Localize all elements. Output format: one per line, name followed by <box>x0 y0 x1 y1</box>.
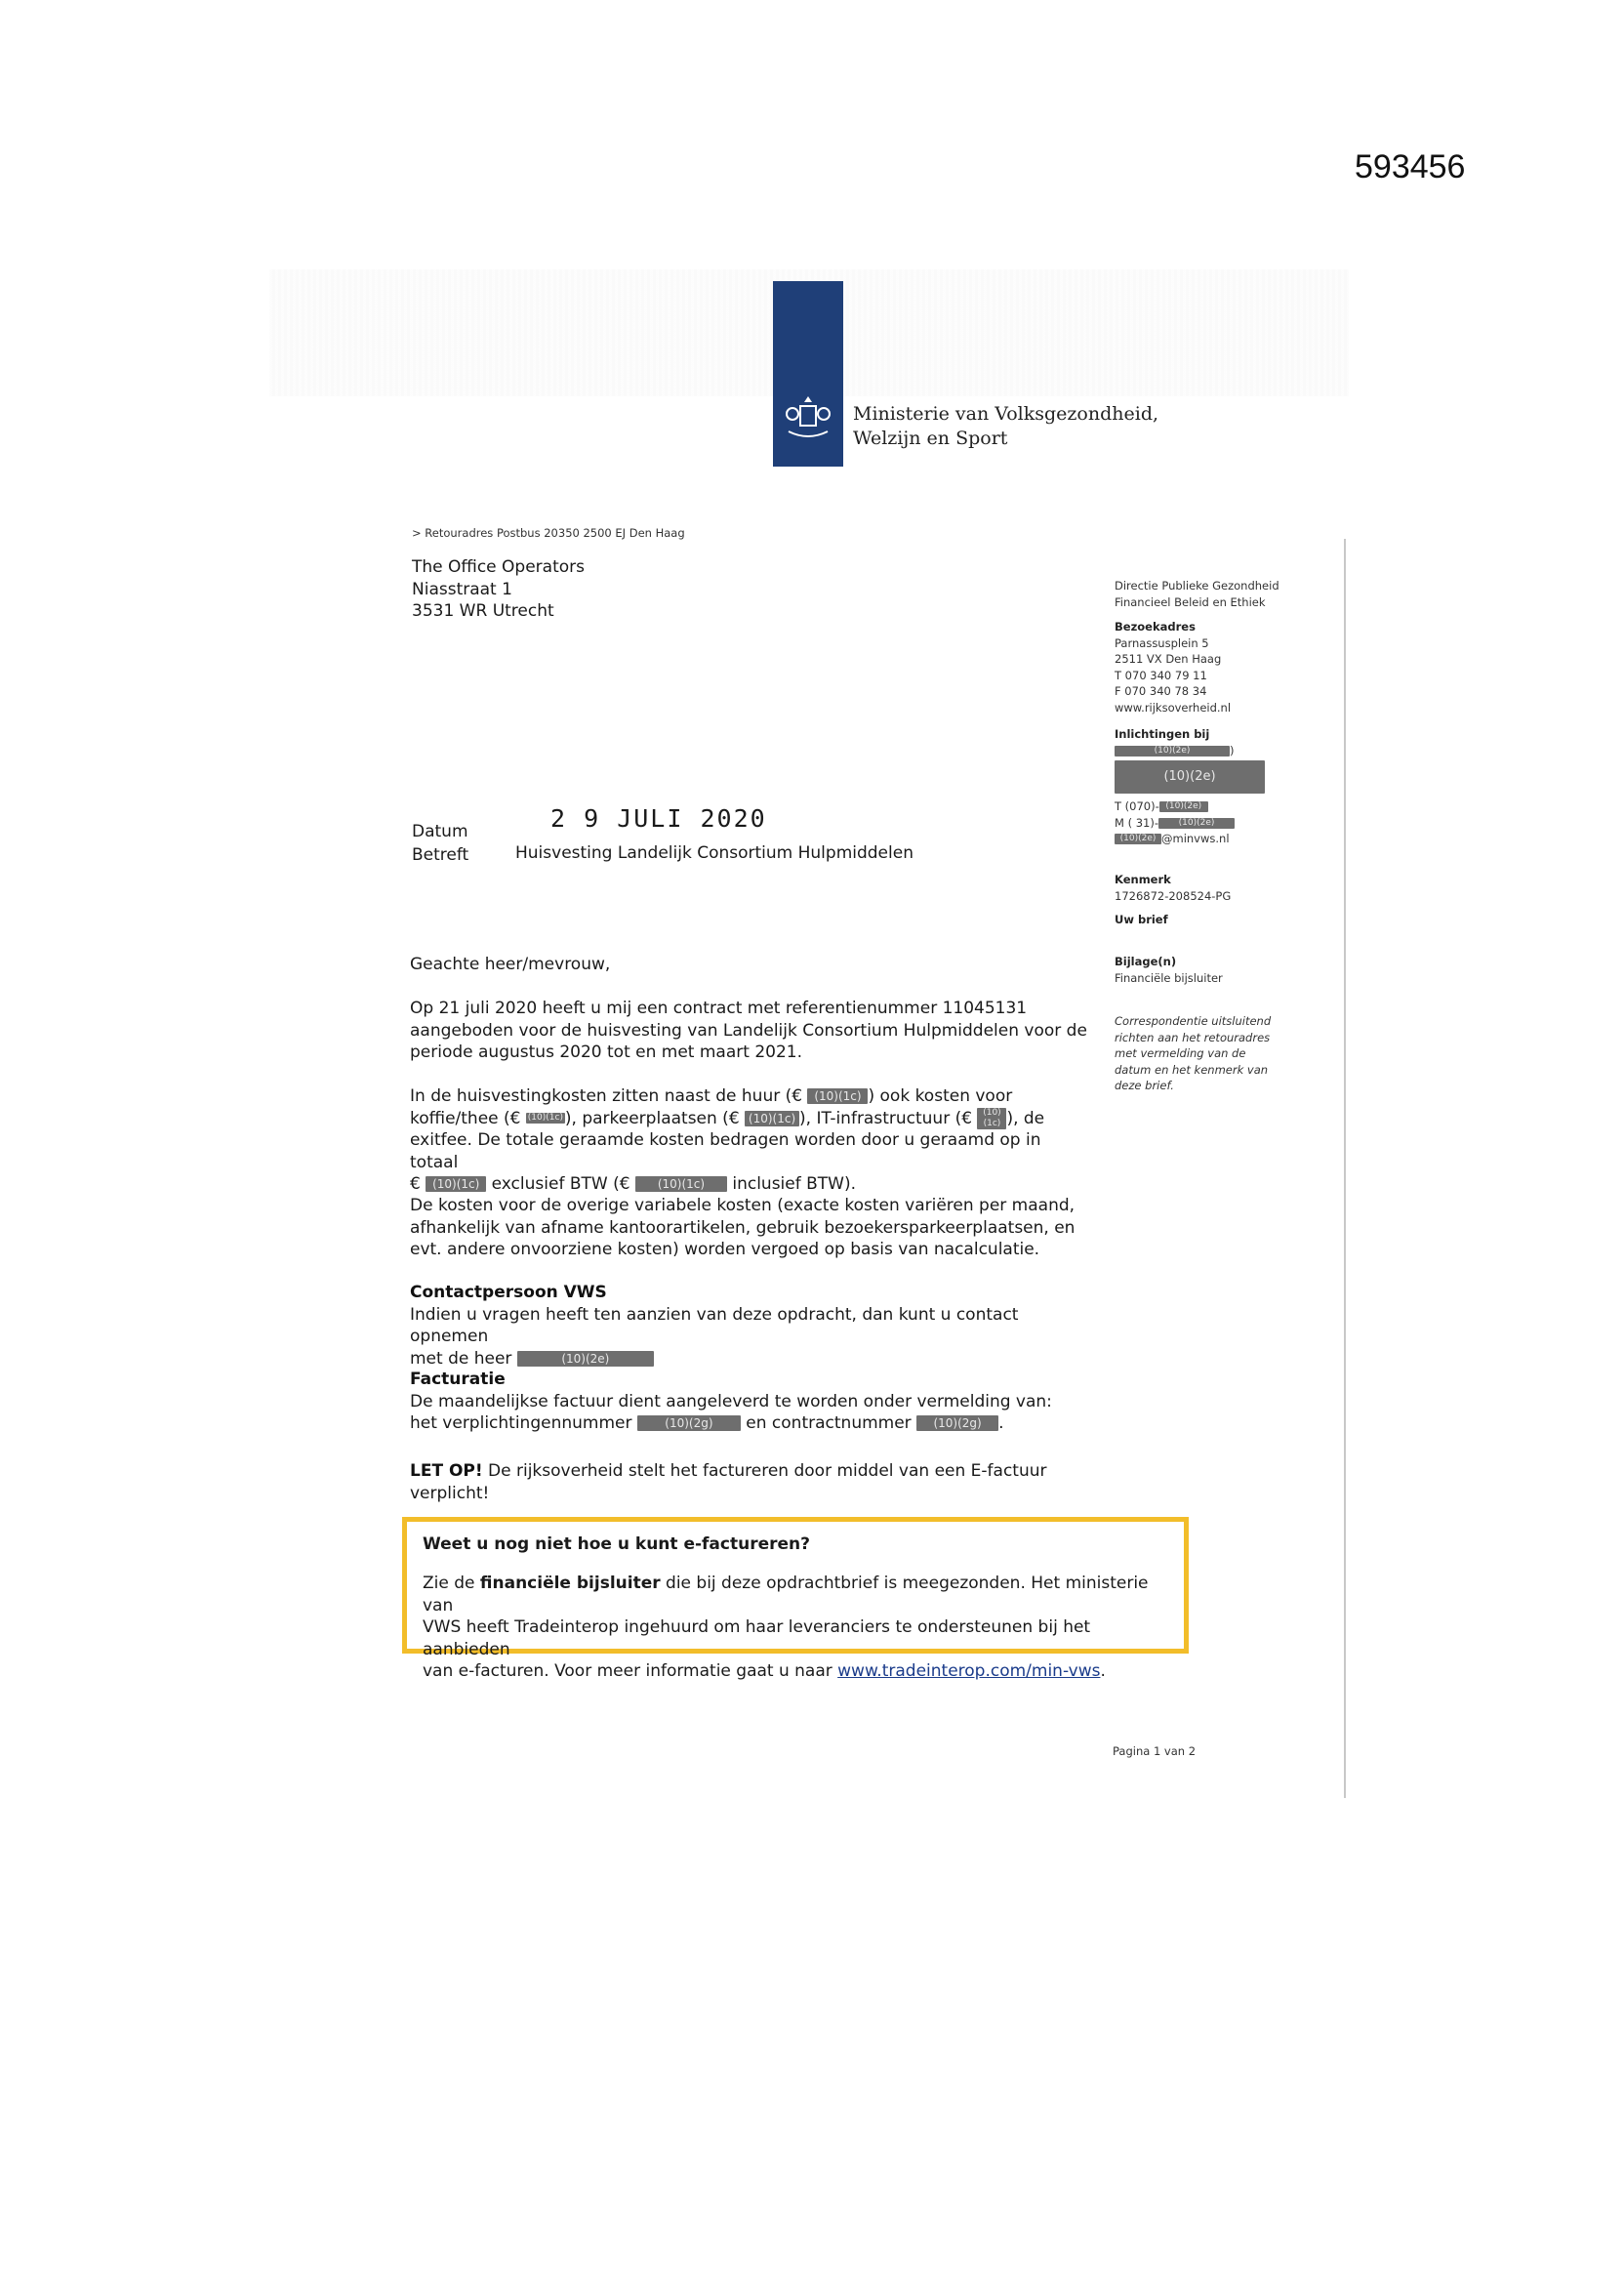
email-suffix: @minvws.nl <box>1161 832 1230 845</box>
redaction: (10)(2e) <box>1159 801 1208 812</box>
text-span: van e-facturen. Voor meer informatie gaat u naar <box>423 1661 838 1681</box>
text-span: het verplichtingennummer <box>410 1413 637 1433</box>
notice-label: LET OP! <box>410 1461 483 1481</box>
text-line: verplicht! <box>410 1483 490 1503</box>
ministry-name-line2: Welzijn en Sport <box>853 428 1008 449</box>
redaction: (10)(2g) <box>916 1415 998 1431</box>
redaction: (10)(1c) <box>807 1088 868 1104</box>
text-line: Op 21 juli 2020 heeft u mij een contract met referentienummer 11045131 <box>410 999 1028 1018</box>
text-span: Zie de <box>423 1574 480 1593</box>
datum-label: Datum <box>412 822 468 841</box>
ministry-name-line1: Ministerie van Volksgezondheid, <box>853 403 1159 425</box>
text-line: periode augustus 2020 tot en met maart 2021. <box>410 1043 802 1062</box>
visit-fax: F 070 340 78 34 <box>1115 684 1207 698</box>
text-span: financiële bijsluiter <box>479 1574 661 1593</box>
recipient-city: 3531 WR Utrecht <box>412 601 554 621</box>
betreft-label: Betreft <box>412 845 469 865</box>
redaction: (10)(2e) <box>1115 760 1265 794</box>
text-span: inclusief BTW). <box>726 1174 857 1194</box>
text-line: Indien u vragen heeft ten aanzien van deze opdracht, dan kunt u contact opnemen <box>410 1304 1019 1346</box>
text-line: exitfee. De totale geraamde kosten bedragen worden door u geraamd op in totaal <box>410 1130 1041 1172</box>
datum-betreft-labels <box>412 820 468 867</box>
note-line: richten aan het retouradres <box>1115 1030 1271 1044</box>
text-span: ), parkeerplaatsen (€ <box>564 1108 746 1128</box>
kenmerk-value: 1726872-208524-PG <box>1115 888 1232 903</box>
info-box-title: Weet u nog niet hoe u kunt e-factureren? <box>423 1534 811 1554</box>
salutation: Geachte heer/mevrouw, <box>410 955 611 974</box>
paragraph-variable-costs <box>410 1195 1093 1261</box>
text-span: VWS heeft Tradeinterop ingehuurd om haar leveranciers te ondersteunen bij het aanbieden <box>423 1617 1091 1659</box>
ministry-name <box>853 402 1158 451</box>
redaction: (10)(2e) <box>1115 746 1230 757</box>
redaction: (10)(2e) <box>517 1351 654 1367</box>
text-span: € <box>410 1174 426 1194</box>
text-span: ), de <box>1006 1108 1045 1128</box>
note-line: met vermelding van de <box>1115 1046 1246 1060</box>
redaction: (10)(2e) <box>1115 834 1161 844</box>
sidebar-reference <box>1115 872 1231 928</box>
text-line: De maandelijkse factuur dient aangeleverd te worden onder vermelding van: <box>410 1391 1052 1411</box>
sidebar-directorate <box>1115 578 1279 610</box>
text-span: ) ook kosten voor <box>868 1086 1013 1106</box>
sidebar-contact <box>1115 798 1235 847</box>
directorate-line1: Directie Publieke Gezondheid <box>1115 579 1279 593</box>
redaction: (10)(1c) <box>745 1111 799 1126</box>
sidebar-correspondence-note <box>1115 1013 1271 1094</box>
section-contact <box>410 1282 1093 1370</box>
bijlage-value: Financiële bijsluiter <box>1115 970 1223 985</box>
recipient-address <box>412 556 585 623</box>
info-label: Inlichtingen bij <box>1115 727 1210 741</box>
text-span: koffie/thee (€ <box>410 1108 526 1128</box>
redaction: (10)(2g) <box>637 1415 741 1431</box>
uw-brief-label: Uw brief <box>1115 913 1168 926</box>
coat-of-arms-icon <box>781 392 835 443</box>
directorate-line2: Financieel Beleid en Ethiek <box>1115 594 1266 609</box>
note-line: Correspondentie uitsluitend <box>1115 1014 1272 1028</box>
phone-label: T (070)- <box>1115 799 1159 813</box>
text-span: met de heer <box>410 1348 517 1369</box>
text-line: De kosten voor de overige variabele kosten (exacte kosten variëren per maand, <box>410 1196 1076 1215</box>
section-invoicing <box>410 1369 1093 1435</box>
text-line: evt. andere onvoorziene kosten) worden vergoed op basis van nacalculatie. <box>410 1240 1040 1259</box>
redaction: (10)(1c) <box>635 1176 727 1192</box>
document-number: 593456 <box>1355 148 1466 185</box>
text-line: aangeboden voor de huisvesting van Landelijk Consortium Hulpmiddelen voor de <box>410 1020 1087 1041</box>
sidebar-visit-address <box>1115 619 1231 716</box>
tradeinterop-link[interactable]: www.tradeinterop.com/min-vws <box>837 1661 1101 1681</box>
page-edge <box>1344 539 1346 1798</box>
text-span: die bij deze opdrachtbrief is meegezonden. Het ministerie van <box>423 1574 1149 1615</box>
mobile-label: M ( 31)- <box>1115 815 1158 830</box>
visit-website: www.rijksoverheid.nl <box>1115 700 1232 715</box>
text-span: . <box>998 1413 1004 1433</box>
info-box-text <box>423 1573 1168 1683</box>
note-line: deze brief. <box>1115 1079 1174 1092</box>
page-number: Pagina 1 van 2 <box>1113 1744 1197 1758</box>
subject: Huisvesting Landelijk Consortium Hulpmiddelen <box>515 843 914 863</box>
visit-city: 2511 VX Den Haag <box>1115 652 1222 666</box>
recipient-street: Niasstraat 1 <box>412 579 512 599</box>
redaction: (10)(1c) <box>527 1113 563 1123</box>
visit-phone: T 070 340 79 11 <box>1115 668 1207 682</box>
contact-heading: Contactpersoon VWS <box>410 1283 607 1302</box>
sidebar-attachments <box>1115 954 1223 986</box>
sidebar-info: Inlichtingen bij (10)(2e) ) (10)(2e) <box>1115 726 1265 794</box>
bijlage-label: Bijlage(n) <box>1115 955 1177 968</box>
notice-e-invoice <box>410 1460 1093 1504</box>
visit-label: Bezoekadres <box>1115 620 1196 634</box>
e-invoice-info-box <box>402 1517 1189 1681</box>
note-line: datum en het kenmerk van <box>1115 1062 1269 1077</box>
kenmerk-label: Kenmerk <box>1115 873 1171 886</box>
date-stamp: 2 9 JULI 2020 <box>550 804 767 833</box>
recipient-name: The Office Operators <box>412 557 585 577</box>
invoicing-heading: Facturatie <box>410 1370 506 1389</box>
paragraph-contract <box>410 998 1093 1064</box>
redaction: (10)(1c) <box>426 1176 486 1192</box>
paragraph-costs <box>410 1085 1093 1196</box>
redaction: (10)(1c) <box>977 1108 1006 1129</box>
return-address: > Retouradres Postbus 20350 2500 EJ Den Haag <box>412 526 685 540</box>
redaction: (10)(2e) <box>1158 818 1235 829</box>
text-span: exclusief BTW (€ <box>486 1174 635 1194</box>
text-span: . <box>1100 1661 1106 1681</box>
text-span: ), IT-infrastructuur (€ <box>799 1108 978 1128</box>
text-span: In de huisvestingkosten zitten naast de huur (€ <box>410 1086 808 1106</box>
text-span: en contractnummer <box>740 1413 917 1433</box>
text-line: afhankelijk van afname kantoorartikelen, gebruik bezoekersparkeerplaatsen, en <box>410 1217 1076 1238</box>
visit-street: Parnassusplein 5 <box>1115 635 1209 650</box>
text-span: De rijksoverheid stelt het factureren door middel van een E-factuur <box>482 1461 1047 1481</box>
